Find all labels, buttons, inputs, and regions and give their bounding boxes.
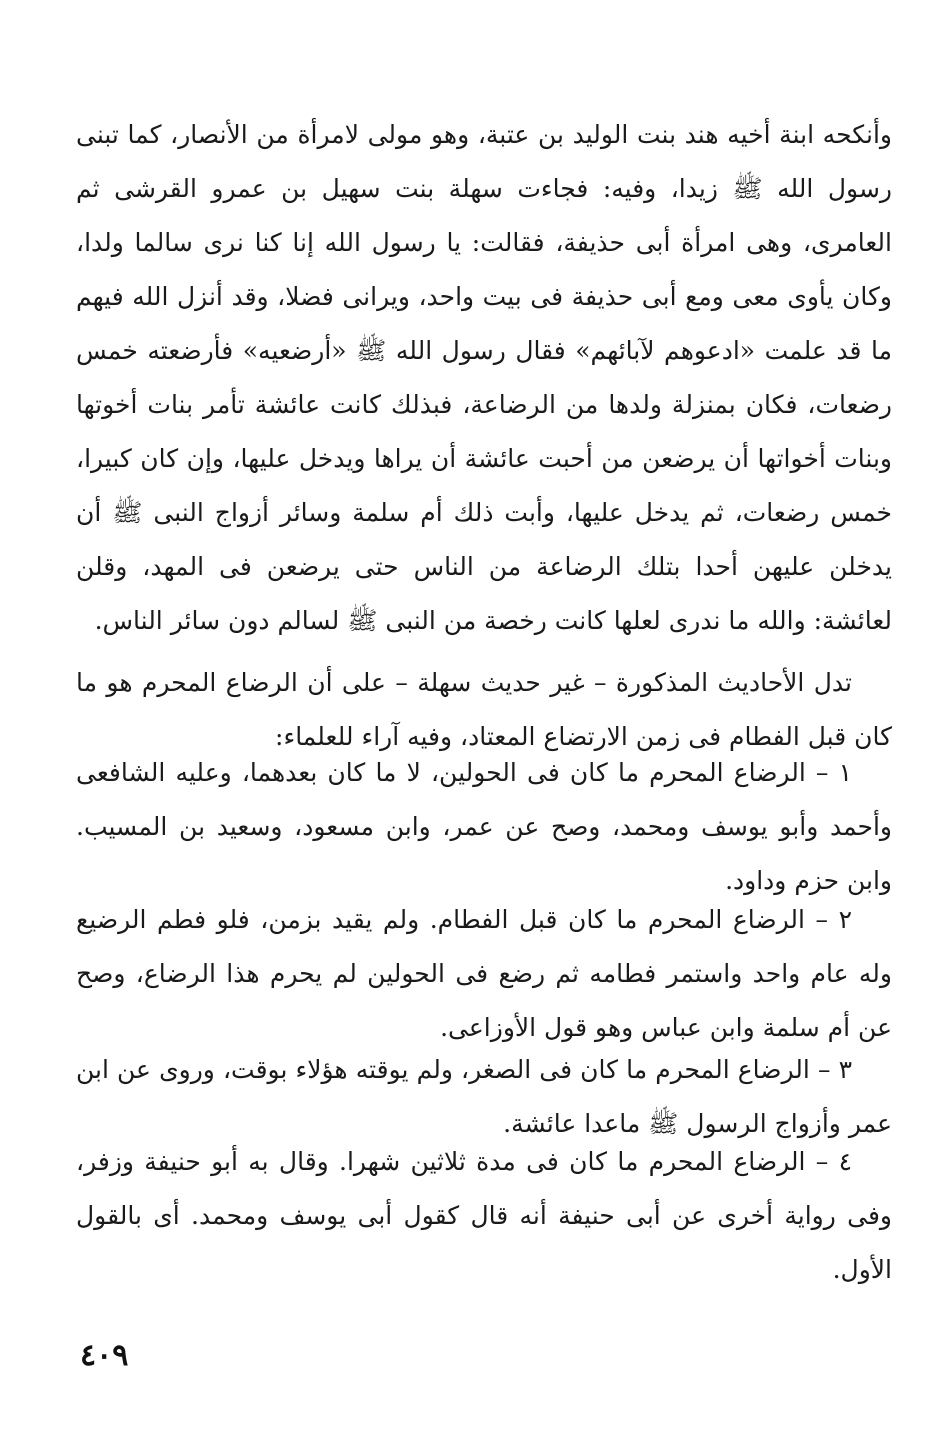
paragraph-opinion-1: ١ – الرضاع المحرم ما كان فى الحولين، لا ما كان بعدهما، وعليه الشافعى وأحمد وأبو يوسف ومحمد، وصح عن عمر، وابن مسعود، وسعيد بن المسيب. وابن حزم وداود. xyxy=(76,758,892,895)
paragraph-opinion-2: ٢ – الرضاع المحرم ما كان قبل الفطام. ولم يقيد بزمن، فلو فطم الرضيع وله عام واحد واستمر فطامه ثم رضع فى الحولين لم يحرم هذا الرضاع، وصح عن أم سلمة وابن عباس وهو قول الأوزاعى. xyxy=(76,905,892,1042)
body-text-block xyxy=(76,108,892,648)
page-number: ٤٠٩ xyxy=(80,1338,129,1373)
paragraph-opinion-3: ٣ – الرضاع المحرم ما كان فى الصغر، ولم يوقته هؤلاء بوقت، وروى عن ابن عمر وأزواج الرسول ﷺ ماعدا عائشة. xyxy=(76,1055,892,1138)
body-text-block xyxy=(76,746,892,908)
body-text-block xyxy=(76,893,892,1055)
paragraph-hadith-sahla: وأنكحه ابنة أخيه هند بنت الوليد بن عتبة، وهو مولى لامرأة من الأنصار، كما تبنى رسول الله ﷺ زيدا، وفيه: فجاءت سهلة بنت سهيل بن عمرو القرشى ثم العامرى، وهى امرأة أبى حذيفة، فقالت: يا رسول الله إنا كنا نرى سالما ولدا، وكان يأوى معى ومع أبى حذيفة فى بيت واحد، ويرانى فضلا، وقد أنزل الله فيهم ما قد علمت «ادعوهم لآبائهم» فقال رسول الله ﷺ «أرضعيه» فأرضعته خمس رضعات، فكان بمنزلة ولدها من الرضاعة، فبذلك كانت عائشة تأمر بنات أخوتها وبنات أخواتها أن يرضعن من أحبت عائشة أن يراها ويدخل عليها، وإن كان كبيرا، خمس رضعات، ثم يدخل عليها، وأبت ذلك أم سلمة وسائر أزواج النبى ﷺ أن يدخلن عليهن أحدا بتلك الرضاعة من الناس حتى يرضعن فى المهد، وقلن لعائشة: والله ما ندرى لعلها كانت رخصة من النبى ﷺ لسالم دون سائر الناس. xyxy=(76,120,892,635)
paragraph-opinion-4: ٤ – الرضاع المحرم ما كان فى مدة ثلاثين شهرا. وقال به أبو حنيفة وزفر، وفى رواية أخرى عن أبى حنيفة أنه قال كقول أبى يوسف ومحمد. أى بالقول الأول. xyxy=(76,1147,892,1284)
paragraph-intro-opinions: تدل الأحاديث المذكورة – غير حديث سهلة – على أن الرضاع المحرم هو ما كان قبل الفطام فى زمن الارتضاع المعتاد، وفيه آراء للعلماء: xyxy=(76,668,892,751)
body-text-block xyxy=(76,1135,892,1297)
